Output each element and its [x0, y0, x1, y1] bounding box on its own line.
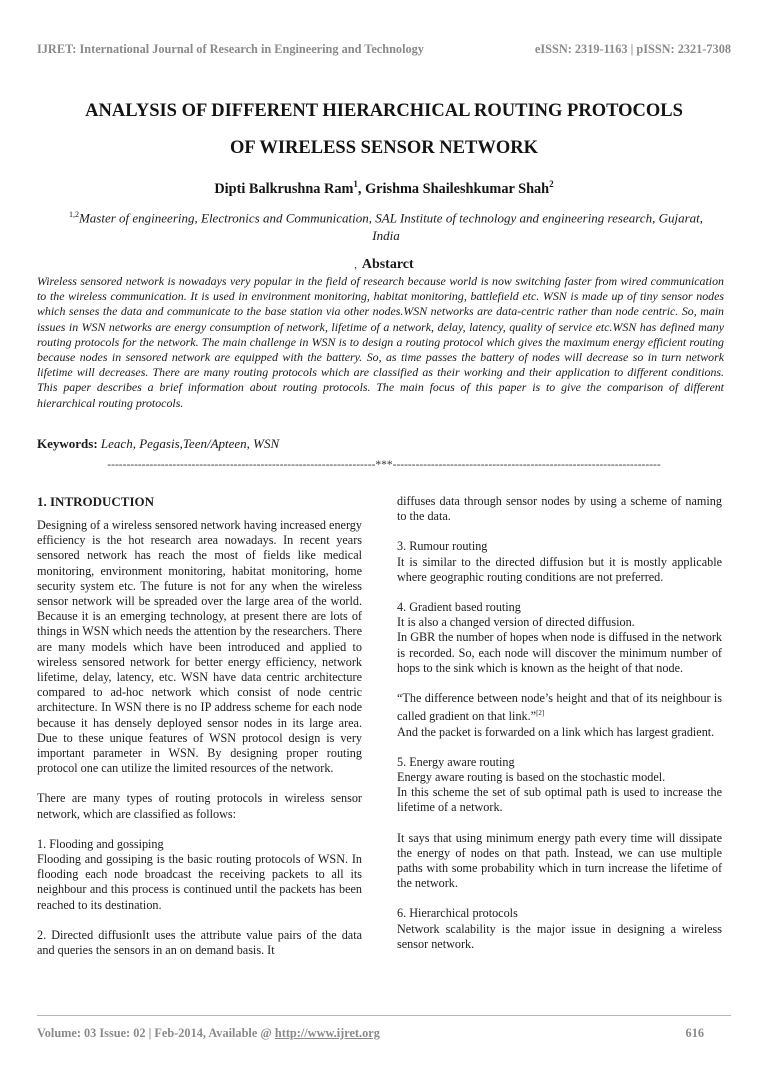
page-number: 616 — [685, 1026, 704, 1040]
running-header — [37, 42, 731, 60]
left-column — [37, 494, 362, 973]
affiliation-sup: 1,2 — [68, 210, 79, 219]
protocol-item-rumour-title: 3. Rumour routing — [397, 539, 488, 554]
keywords-values: Leach, Pegasis,Teen/Apteen, WSN — [100, 436, 280, 451]
running-footer — [37, 1026, 704, 1044]
affiliation-text: Master of engineering, Electronics and Communication, SAL Institute of technology and engineering research, Gujarat, India — [78, 210, 704, 244]
author-2-sup: 2 — [549, 179, 554, 189]
author-1-sup: 1 — [353, 179, 358, 189]
paper-title-line-1: ANALYSIS OF DIFFERENT HIERARCHICAL ROUTING PROTOCOLS — [85, 101, 683, 121]
protocol-item-rumour-text: It is similar to the directed diffusion but it is mostly applicable where geographic routing conditions are not preferred. — [397, 554, 722, 584]
keywords-label: Keywords: — [37, 436, 98, 451]
protocol-item-rumour — [397, 539, 722, 585]
abstract-title: Abstarct — [361, 257, 414, 272]
protocol-item-flooding — [37, 837, 362, 913]
protocol-item-hierarchical-title: 6. Hierarchical protocols — [397, 906, 518, 921]
protocol-item-energy-aware-title: 5. Energy aware routing — [397, 754, 515, 769]
section-heading-introduction: 1. INTRODUCTION — [37, 494, 155, 509]
footer-rule — [37, 1015, 731, 1016]
citation-ref: [2] — [536, 709, 545, 718]
paper-title — [30, 93, 738, 167]
affiliation — [56, 206, 716, 245]
journal-link[interactable]: http://www.ijret.org — [274, 1026, 380, 1040]
gradient-quote — [397, 691, 722, 740]
author-list — [30, 179, 738, 198]
protocol-item-energy-aware — [397, 755, 722, 816]
paper-title-line-2: OF WIRELESS SENSOR NETWORK — [230, 138, 538, 158]
protocol-item-flooding-title: 1. Flooding and gossiping — [37, 836, 164, 851]
abstract-heading — [30, 257, 738, 273]
author-separator: , — [357, 180, 366, 197]
right-column — [397, 494, 722, 967]
intro-paragraph-2: There are many types of routing protocols in wireless sensor network, which are classified as follows: — [37, 791, 362, 821]
section-divider: ----------------------------------------------------------------------***---------------------------------------------------------------------- — [107, 459, 661, 471]
intro-paragraph-1: Designing of a wireless sensored network having increased energy efficiency is the hot research area nowadays. In recent years sensored network has reach the most of fields like medical monitoring, environment monitoring, habitat monitoring, home security system etc. The future is not for any when the wireless sensor network will be spreaded over the large area of the world. Because it is an emerging technology, at present there are lots of things in WSN which needs the attention by the researchers. There are many models which have been introduced and applied to wireless sensored network for better energy efficiency, network lifetime, delay, latency, etc. WSN have data centric architecture compared to ad-hoc network which consist of node centric architecture. In WSN there is no IP address scheme for each node because it has densely deployed sensor nodes in its large area. Due to these unique features of WSN protocol design is very important parameter in WSN. By designing proper routing protocol one can utilize the limited resources of the network. — [37, 518, 362, 776]
directed-diffusion-continued: diffuses data through sensor nodes by using a scheme of naming to the data. — [397, 494, 722, 524]
abstract-text: Wireless sensored network is nowadays very popular in the field of research because world is now switching faster from wired communication to the wireless communication. It is used in environment monitoring, habitat monitoring, battlefield etc. WSN is made up of tiny sensor nodes which senses the data and communicate to the base station via other nodes.WSN networks are data-centric rather than node centric. So, main issues in WSN networks are energy consumption of network, lifetime of a network, delay, latency, quality of service etc.WSN has defined many routing protocols for the network. The main challenge in WSN is to design a routing protocol which gives the maximum energy efficient routing because nodes in sensored network are equipped with the battery. So, as time passes the battery of nodes will decrease so in turn network lifetime will decreases. There are many routing protocols which are classified as their working and their application to different conditions. This paper describes a brief information about routing protocols. The main focus of this paper is to give the comparison of different hierarchical routing protocols. — [37, 274, 724, 410]
energy-aware-paragraph-2: It says that using minimum energy path every time will dissipate the energy of nodes on that path. Instead, we can use multiple paths with some probability which in turn increase the lifetime of the network. — [397, 830, 722, 891]
footer-volume — [37, 1026, 380, 1041]
author-2: Grishma Shaileshkumar Shah — [365, 180, 550, 197]
abstract-lead-mark: , — [354, 260, 357, 271]
protocol-item-hierarchical — [397, 906, 722, 952]
keywords — [37, 436, 279, 452]
protocol-item-gradient-title: 4. Gradient based routing — [397, 600, 521, 615]
protocol-item-flooding-text: Flooding and gossiping is the basic routing protocols of WSN. In flooding each node broadcast the receiving packets to all its neighbour and this process is continued until the packets has been reached to its destination. — [37, 852, 362, 912]
protocol-item-energy-aware-text: In this scheme the set of sub optimal path is used to increase the lifetime of a network. — [397, 785, 722, 815]
gradient-quote-after: And the packet is forwarded on a link which has largest gradient. — [397, 724, 715, 739]
protocol-item-gradient — [397, 600, 722, 676]
journal-name: IJRET: International Journal of Research in Engineering and Technology — [37, 42, 424, 56]
footer-volume-text: Volume: 03 Issue: 02 | Feb-2014, Available @ — [37, 1026, 275, 1040]
protocol-item-directed-diffusion: 2. Directed diffusionIt uses the attribute value pairs of the data and queries the sensors in an on demand basis. It — [37, 927, 362, 958]
issn-info: eISSN: 2319-1163 | pISSN: 2321-7308 — [534, 42, 731, 56]
author-1: Dipti Balkrushna Ram — [214, 180, 354, 197]
protocol-item-gradient-text: In GBR the number of hopes when node is diffused in the network is recorded. So, each node will discover the minimum number of hops to the sink which is known as the height of that node. — [397, 630, 722, 675]
protocol-item-gradient-line-1: It is also a changed version of directed diffusion. — [397, 615, 635, 630]
gradient-quote-text: “The difference between node’s height and that of its neighbour is called gradient on that link.” — [397, 691, 722, 724]
protocol-item-energy-aware-line-1: Energy aware routing is based on the stochastic model. — [397, 769, 666, 784]
protocol-item-hierarchical-text: Network scalability is the major issue in designing a wireless sensor network. — [397, 921, 722, 951]
